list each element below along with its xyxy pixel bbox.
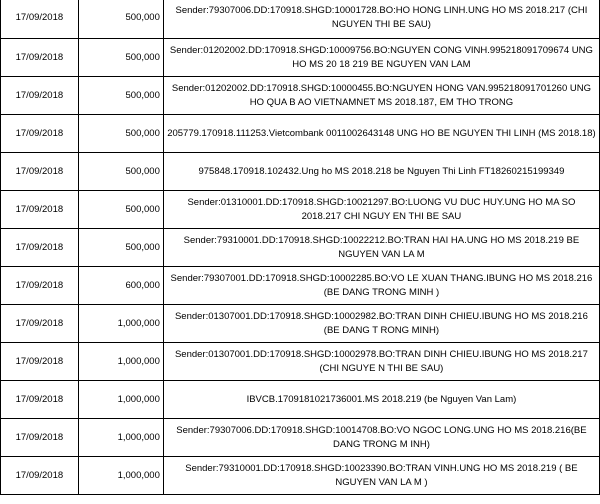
amount-cell: 1,000,000 — [78, 305, 163, 343]
description-cell: Sender:01202002.DD:170918.SHGD:10009756.BO:NGUYEN CONG VINH.995218091709674 UNG HO MS 20 18 219 BE NGUYEN VAN LAM — [163, 39, 599, 77]
amount-cell: 500,000 — [78, 115, 163, 153]
date-cell: 17/09/2018 — [1, 153, 79, 191]
description-cell: Sender:79307001.DD:170918.SHGD:10002285.BO:VO LE XUAN THANG.IBUNG HO MS 2018.216 (BE DANG TRONG MINH ) — [163, 267, 599, 305]
date-cell: 17/09/2018 — [1, 267, 79, 305]
table-row — [1, 305, 600, 343]
date-cell: 17/09/2018 — [1, 191, 79, 229]
date-cell: 17/09/2018 — [1, 343, 79, 381]
table-row — [1, 77, 600, 115]
date-cell: 17/09/2018 — [1, 77, 79, 115]
description-cell: Sender:79310001.DD:170918.SHGD:10022212.BO:TRAN HAI HA.UNG HO MS 2018.219 BE NGUYEN VAN LA M — [163, 229, 599, 267]
table-row — [1, 153, 600, 191]
amount-cell: 1,000,000 — [78, 381, 163, 419]
amount-cell: 1,000,000 — [78, 343, 163, 381]
table-row — [1, 0, 600, 39]
amount-cell: 1,000,000 — [78, 457, 163, 495]
date-cell: 17/09/2018 — [1, 229, 79, 267]
description-cell: Sender:01307001.DD:170918.SHGD:10002982.BO:TRAN DINH CHIEU.IBUNG HO MS 2018.216 (BE DANG T RONG MINH) — [163, 305, 599, 343]
description-cell: IBVCB.1709181021736001.MS 2018.219 (be Nguyen Van Lam) — [163, 381, 599, 419]
amount-cell: 500,000 — [78, 77, 163, 115]
table-row — [1, 381, 600, 419]
description-cell: Sender:79310001.DD:170918.SHGD:10023390.BO:TRAN VINH.UNG HO MS 2018.219 ( BE NGUYEN VAN LA M ) — [163, 457, 599, 495]
description-cell: Sender:01310001.DD:170918.SHGD:10021297.BO:LUONG VU DUC HUY.UNG HO MA SO 2018.217 CHI NGUY EN THI BE SAU — [163, 191, 599, 229]
date-cell: 17/09/2018 — [1, 419, 79, 457]
description-cell: 975848.170918.102432.Ung ho MS 2018.218 be Nguyen Thi Linh FT18260215199349 — [163, 153, 599, 191]
table-row — [1, 267, 600, 305]
amount-cell: 500,000 — [78, 229, 163, 267]
date-cell: 17/09/2018 — [1, 115, 79, 153]
amount-cell: 500,000 — [78, 39, 163, 77]
table-row — [1, 457, 600, 495]
amount-cell: 500,000 — [78, 191, 163, 229]
amount-cell: 1,000,000 — [78, 419, 163, 457]
description-cell: Sender:01307001.DD:170918.SHGD:10002978.BO:TRAN DINH CHIEU.IBUNG HO MS 2018.217 (CHI NGUYE N THI BE SAU) — [163, 343, 599, 381]
amount-cell: 600,000 — [78, 267, 163, 305]
amount-cell: 500,000 — [78, 153, 163, 191]
description-cell: Sender:01202002.DD:170918.SHGD:10000455.BO:NGUYEN HONG VAN.995218091701260 UNG HO QUA B AO VIETNAMNET MS 2018.187, EM THO TRONG — [163, 77, 599, 115]
table-row — [1, 229, 600, 267]
amount-cell: 500,000 — [78, 0, 163, 39]
date-cell: 17/09/2018 — [1, 305, 79, 343]
description-cell: Sender:79307006.DD:170918.SHGD:10014708.BO:VO NGOC LONG.UNG HO MS 2018.216(BE DANG TRONG M INH) — [163, 419, 599, 457]
date-cell: 17/09/2018 — [1, 457, 79, 495]
table-row — [1, 39, 600, 77]
table-row — [1, 115, 600, 153]
date-cell: 17/09/2018 — [1, 381, 79, 419]
date-cell: 17/09/2018 — [1, 0, 79, 39]
description-cell: Sender:79307006.DD:170918.SHGD:10001728.BO:HO HONG LINH.UNG HO MS 2018.217 (CHI NGUYEN THI BE SAU) — [163, 0, 599, 39]
description-cell: 205779.170918.111253.Vietcombank 0011002643148 UNG HO BE NGUYEN THI LINH (MS 2018.18) — [163, 115, 599, 153]
date-cell: 17/09/2018 — [1, 39, 79, 77]
table-row — [1, 343, 600, 381]
donation-table-body — [1, 0, 600, 495]
table-row — [1, 191, 600, 229]
table-row — [1, 419, 600, 457]
